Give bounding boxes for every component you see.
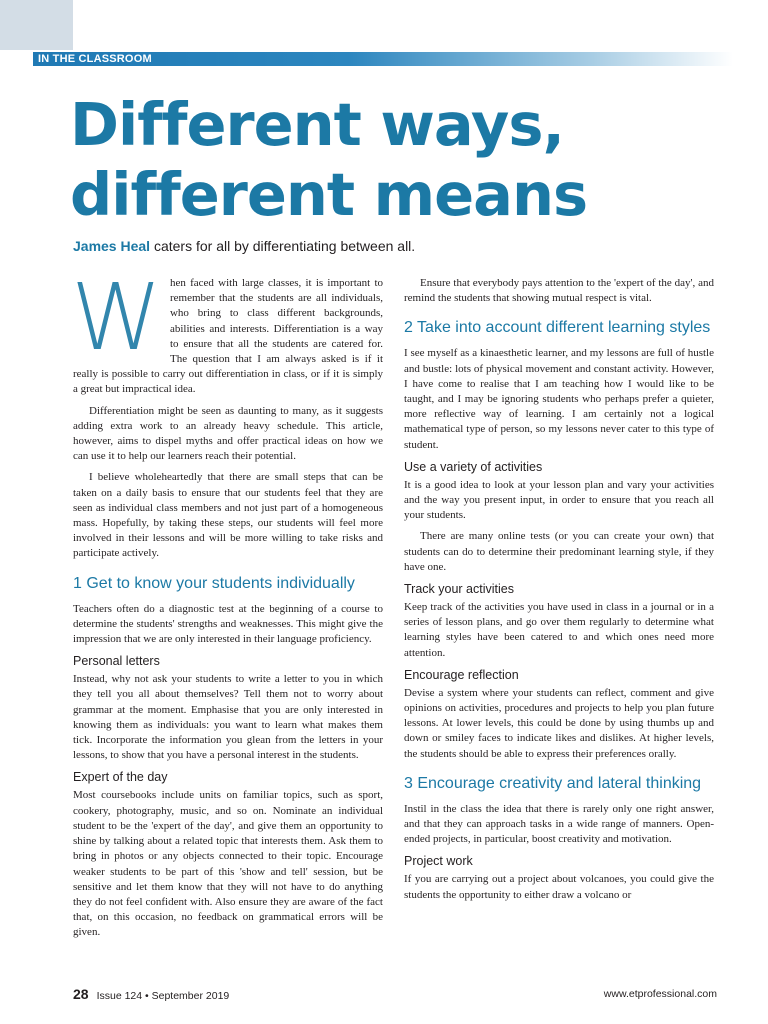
subheading-expert-of-the-day: Expert of the day [73,770,168,785]
section-bar [33,52,733,66]
issue-info: Issue 124 • September 2019 [96,990,230,1002]
headline-line-2: different means [70,160,588,229]
section-heading-3: 3 Encourage creativity and lateral thinking [404,774,702,792]
subheading-personal-letters: Personal letters [73,654,160,669]
paragraph: Keep track of the activities you have used in class in a journal or in a series of lesson plans, and go over them regularly to determine what learning styles have been catered to and which ones need more attention. [404,601,714,659]
subheading-track-activities: Track your activities [404,582,514,597]
author-name: James Heal [73,238,151,254]
section-heading-1: 1 Get to know your students individually [73,574,355,592]
subheading-use-a-variety: Use a variety of activities [404,459,543,474]
site-url: www.etprofessional.com [603,988,717,1000]
paragraph: Instil in the class the idea that there is rarely only one right answer, and that they can approach tasks in a wide range of manners. Open-ended projects, in particular, boost creativity and motivation. [404,802,714,846]
article-headline [70,90,730,230]
paragraph: Teachers often do a diagnostic test at the beginning of a course to determine the students' strengths and weaknesses. This might give the impression that we are only interested in their language proficiency. [73,602,383,646]
paragraph: I believe wholeheartedly that there are small steps that can be taken on a daily basis to ensure that our students feel that they are seen as individual class members and not just part of a homogeneous mass. Hopefully, by taking these steps, our students will feel more involved in their lessons and will be more willing to take risks and participate actively. [73,471,383,560]
drop-cap: W [71,264,162,371]
paragraph: Devise a system where your students can reflect, comment and give opinions on activities, procedures and projects to help you plan future lessons. At lower levels, this could be done by using thumbs up and down or smiley faces to indicate likes and dislikes. At higher levels, the students should be able to express their preferences orally. [404,686,714,760]
right-column [404,276,714,909]
paragraph: Instead, why not ask your students to write a letter to you in which they tell you all about themselves? Tell them not to worry about grammar at the moment. Emphasise that you are only interested in knowing them as individuals: you want to learn what makes them tick. Incorporate the information you glean from the letters in your lessons, to show that you have a personal interest in the students. [73,673,383,762]
subheading-encourage-reflection: Encourage reflection [404,667,519,682]
byline [73,238,415,254]
corner-decoration [0,0,73,50]
headline-line-1: Different ways, [70,90,564,159]
paragraph: If you are carrying out a project about volcanoes, you could give the students the opportunity to either draw a volcano or [404,873,714,901]
paragraph: Differentiation might be seen as daunting to many, as it suggests adding extra work to an already heavy schedule. This article, however, aims to dispel myths and offer practical ideas on how we can use it to help our learners reach their potential. [73,404,383,463]
intro-paragraph [71,264,383,398]
page-number: 28 [73,986,89,1002]
section-label: IN THE CLASSROOM [38,53,152,65]
page-footer-left [73,986,229,1004]
paragraph: Most coursebooks include units on familiar topics, such as sport, cookery, photography, music, and so on. Nominate an individual student to be the 'expert of the day', and give them an opportunity to shine by talking about a related topic that interests them. Ask them to bring in photos or any objects connected to their topic. Encourage weaker students to be part of this 'show and tell' session, but be sensitive and let them know that they will not have to do anything they do not feel confident with. Also ensure they are aware of the fact that, on this occasion, no feedback on grammatical errors will be given. [73,789,383,939]
intro-text: hen faced with large classes, it is important to remember that the students are all individuals, who bring to class different backgrounds, abilities and interests. Differentiation is a way to ensure that all the students are catered for. The question that I am always asked is if it really is possible to carry out differentiation in class, or if it is simply a great but impractical idea. [73,277,383,396]
paragraph: Ensure that everybody pays attention to the 'expert of the day', and remind the students that showing mutual respect is vital. [404,277,714,305]
paragraph: There are many online tests (or you can create your own) that students can do to determine their predominant learning style, if they have one. [404,530,714,573]
section-heading-2: 2 Take into account different learning styles [404,319,711,337]
paragraph: I see myself as a kinaesthetic learner, and my lessons are full of hustle and bustle: lots of physical movement and constant activity. However, I have come to realise that I am teaching how I would like to be taught, and I may be ignoring students who perhaps prefer a quieter, more reflective way of learning. I am certainly not a logical mathematical type of person, so my lessons never cater to this type of student. [404,347,714,451]
subheading-project-work: Project work [404,854,473,869]
left-column [71,264,383,947]
byline-text: caters for all by differentiating between all. [150,238,416,254]
paragraph: It is a good idea to look at your lesson plan and vary your activities and the way you present input, in order to ensure that you reach all your students. [404,478,714,522]
